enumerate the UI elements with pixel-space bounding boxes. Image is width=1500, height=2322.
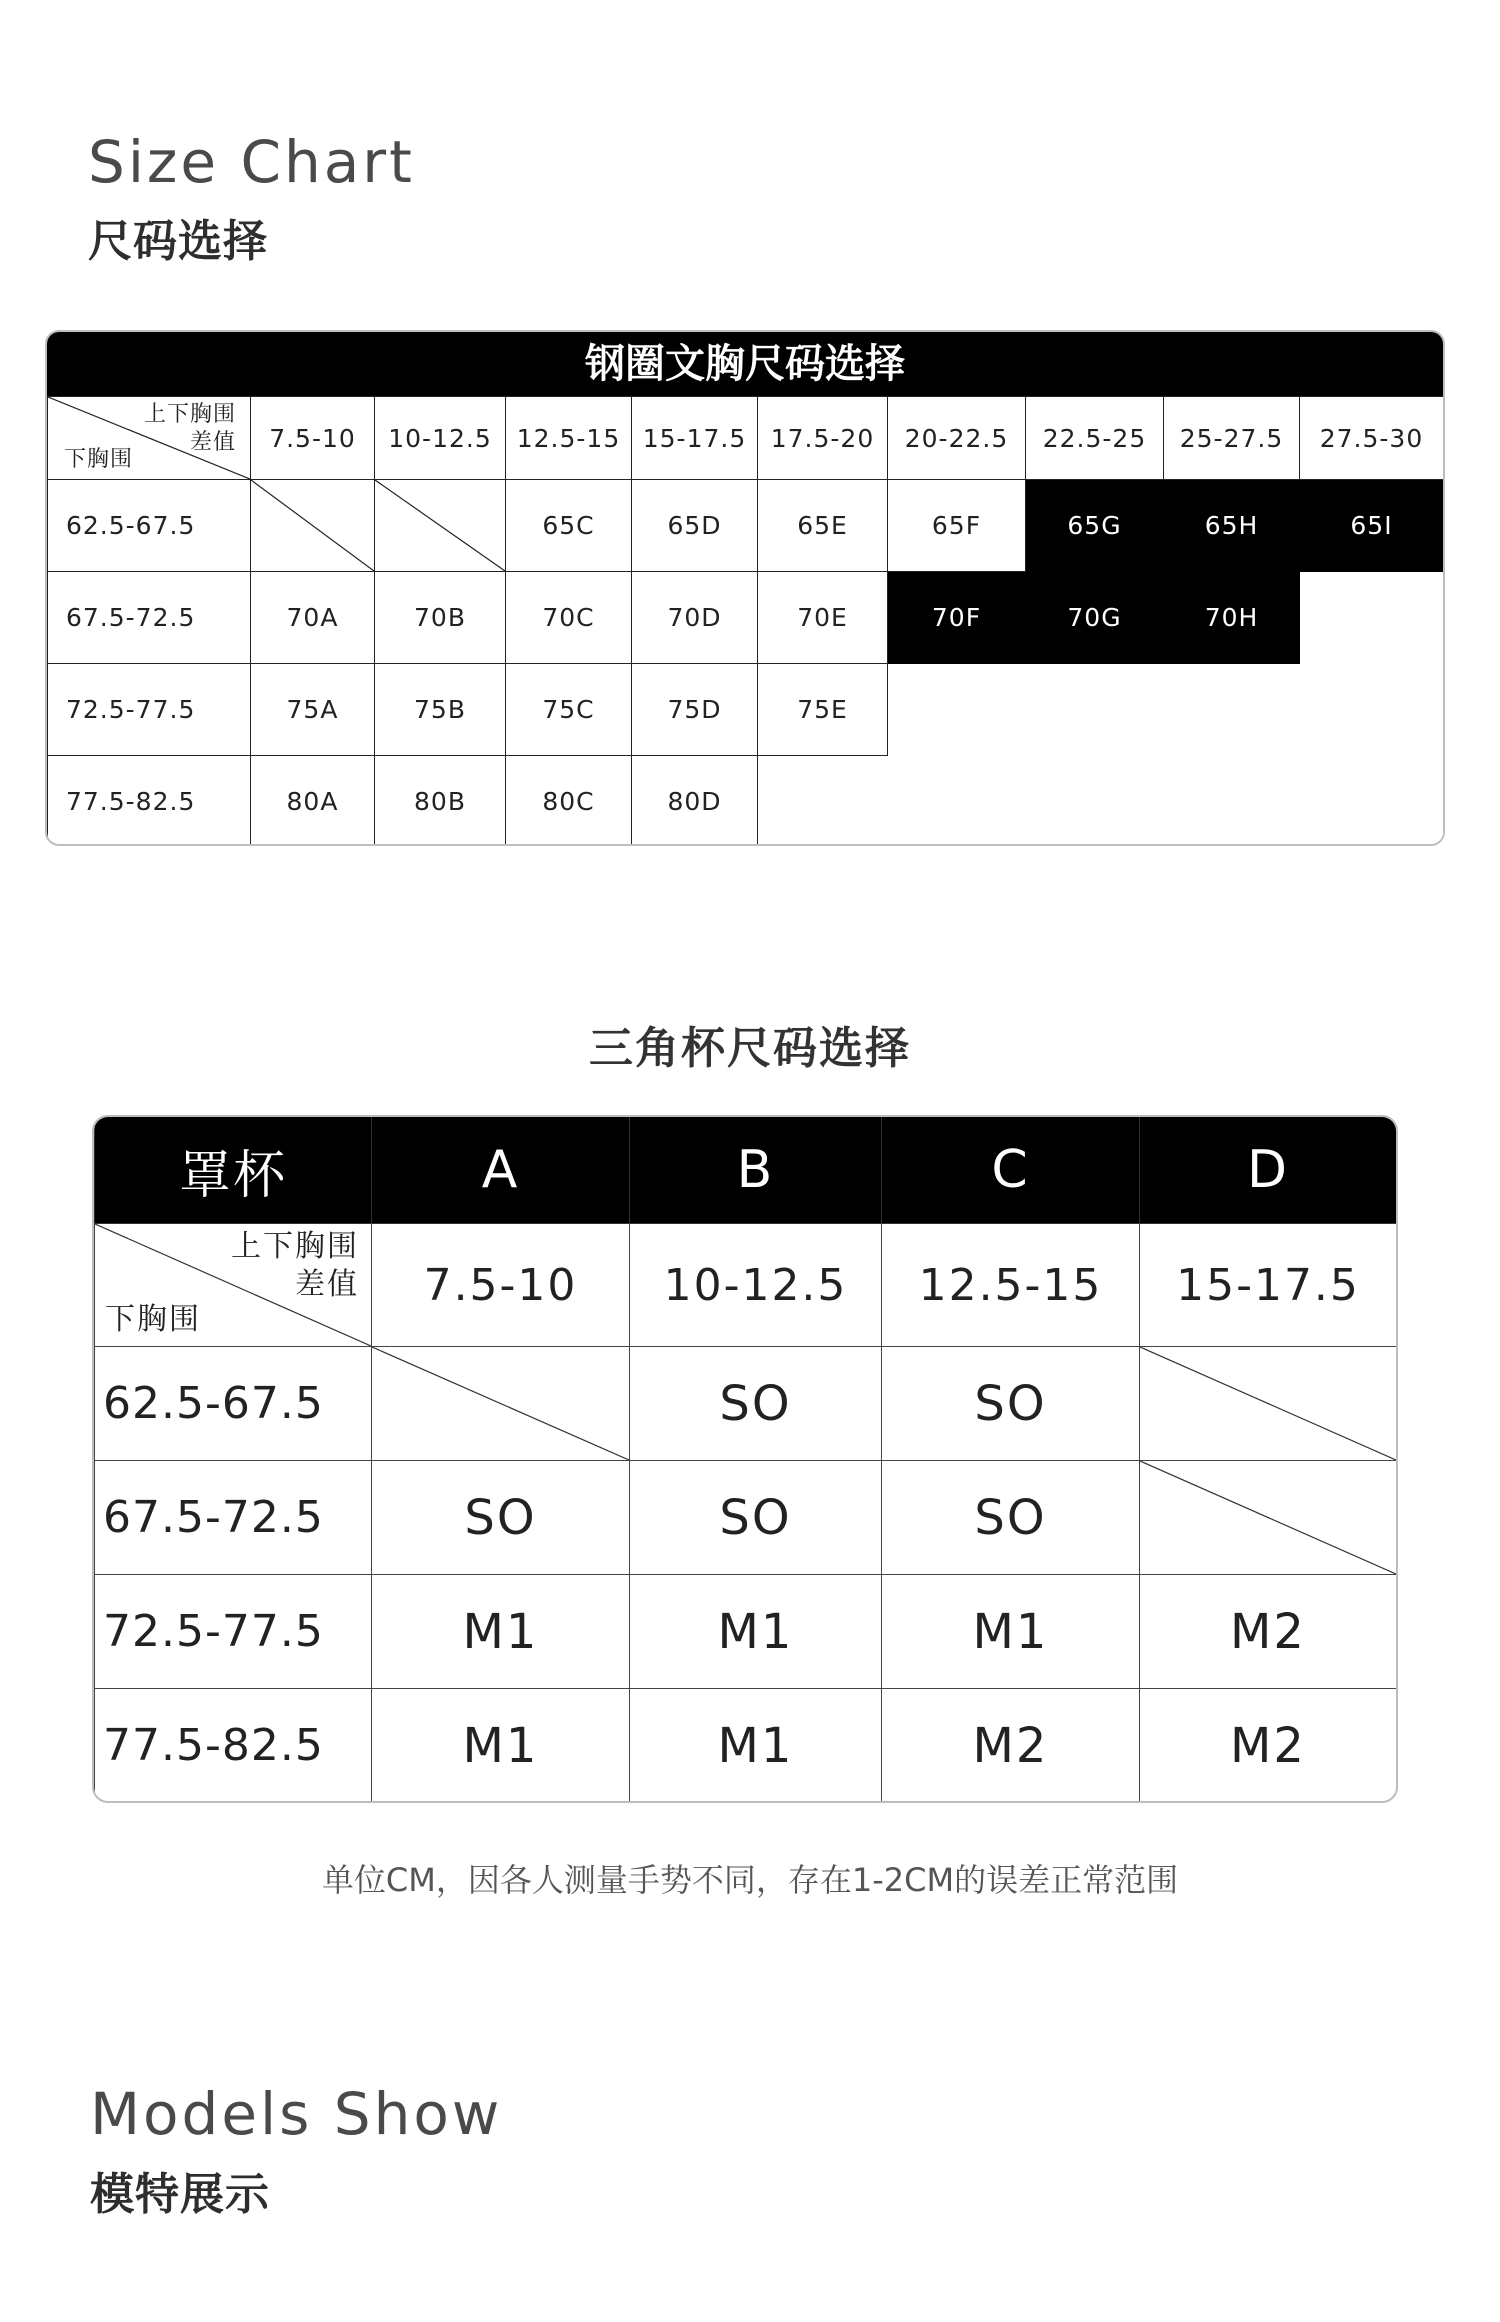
table-row bbox=[48, 756, 1444, 847]
empty-cell bbox=[1164, 664, 1300, 756]
size-cell: 65I bbox=[1300, 480, 1444, 572]
triangle-table-title: 三角杯尺码选择 bbox=[589, 1023, 911, 1074]
corner-label-diff-line1: 上下胸围 bbox=[231, 1229, 359, 1264]
row-label: 77.5-82.5 bbox=[95, 1689, 372, 1803]
col-header: 27.5-30 bbox=[1300, 397, 1444, 480]
row-label: 67.5-72.5 bbox=[48, 572, 251, 664]
empty-cell bbox=[1164, 756, 1300, 847]
size-cell: SO bbox=[882, 1461, 1140, 1575]
table-row bbox=[95, 1347, 1397, 1461]
col-header: 20-22.5 bbox=[888, 397, 1026, 480]
empty-cell bbox=[1300, 664, 1444, 756]
size-cell: M2 bbox=[1140, 1689, 1397, 1803]
size-cell: 80B bbox=[375, 756, 506, 847]
cup-header: A bbox=[372, 1117, 630, 1224]
size-cell: SO bbox=[882, 1347, 1140, 1461]
corner-label-diff-line2: 差值 bbox=[295, 1267, 359, 1302]
row-label: 72.5-77.5 bbox=[95, 1575, 372, 1689]
models-show-title-en: Models Show bbox=[90, 2080, 503, 2148]
size-cell: 75D bbox=[632, 664, 758, 756]
underwire-size-grid bbox=[47, 396, 1444, 846]
na-cell bbox=[375, 480, 506, 572]
cup-header: D bbox=[1140, 1117, 1397, 1224]
col-header: 15-17.5 bbox=[632, 397, 758, 480]
size-cell: 75B bbox=[375, 664, 506, 756]
size-cell: 80C bbox=[506, 756, 632, 847]
size-cell: 80D bbox=[632, 756, 758, 847]
empty-cell bbox=[1300, 572, 1444, 664]
empty-cell bbox=[1026, 664, 1164, 756]
table-row bbox=[48, 480, 1444, 572]
row-label: 62.5-67.5 bbox=[95, 1347, 372, 1461]
size-cell: 70D bbox=[632, 572, 758, 664]
size-cell: 70F bbox=[888, 572, 1026, 664]
size-cell: 70E bbox=[758, 572, 888, 664]
col-header: 25-27.5 bbox=[1164, 397, 1300, 480]
underwire-size-table bbox=[45, 330, 1445, 846]
empty-cell bbox=[758, 756, 888, 847]
size-cell: 65F bbox=[888, 480, 1026, 572]
row-label: 67.5-72.5 bbox=[95, 1461, 372, 1575]
size-cell: SO bbox=[630, 1347, 882, 1461]
size-cell: M1 bbox=[882, 1575, 1140, 1689]
corner-label-underbust: 下胸围 bbox=[105, 1302, 201, 1337]
range-header: 15-17.5 bbox=[1140, 1224, 1397, 1347]
table2-corner-cell bbox=[95, 1224, 372, 1347]
size-chart-title-en: Size Chart bbox=[88, 128, 415, 196]
row-label: 77.5-82.5 bbox=[48, 756, 251, 847]
size-cell: 70A bbox=[251, 572, 375, 664]
col-header: 22.5-25 bbox=[1026, 397, 1164, 480]
size-cell: M1 bbox=[630, 1689, 882, 1803]
table-row bbox=[95, 1461, 1397, 1575]
size-cell: 80A bbox=[251, 756, 375, 847]
underwire-table-title: 钢圈文胸尺码选择 bbox=[47, 332, 1443, 396]
size-cell: 75A bbox=[251, 664, 375, 756]
size-cell: 70G bbox=[1026, 572, 1164, 664]
range-header: 7.5-10 bbox=[372, 1224, 630, 1347]
size-cell: 65D bbox=[632, 480, 758, 572]
size-cell: SO bbox=[372, 1461, 630, 1575]
table-row bbox=[95, 1575, 1397, 1689]
size-cell: M2 bbox=[1140, 1575, 1397, 1689]
table-row bbox=[48, 572, 1444, 664]
size-cell: M1 bbox=[372, 1575, 630, 1689]
size-cell: 70H bbox=[1164, 572, 1300, 664]
col-header: 10-12.5 bbox=[375, 397, 506, 480]
empty-cell bbox=[1026, 756, 1164, 847]
models-show-title-cn: 模特展示 bbox=[90, 2169, 270, 2220]
col-header: 12.5-15 bbox=[506, 397, 632, 480]
size-cell: M1 bbox=[630, 1575, 882, 1689]
row-label: 72.5-77.5 bbox=[48, 664, 251, 756]
size-cell: 75E bbox=[758, 664, 888, 756]
size-cell: 70C bbox=[506, 572, 632, 664]
size-cell: 65E bbox=[758, 480, 888, 572]
size-cell: 65H bbox=[1164, 480, 1300, 572]
corner-label-underbust: 下胸围 bbox=[64, 447, 134, 472]
size-chart-title-cn: 尺码选择 bbox=[88, 216, 268, 267]
size-cell: 75C bbox=[506, 664, 632, 756]
empty-cell bbox=[1300, 756, 1444, 847]
cup-header: B bbox=[630, 1117, 882, 1224]
size-cell: 65G bbox=[1026, 480, 1164, 572]
size-cell: SO bbox=[630, 1461, 882, 1575]
col-header: 7.5-10 bbox=[251, 397, 375, 480]
cup-header-label: 罩杯 bbox=[95, 1117, 372, 1224]
empty-cell bbox=[888, 664, 1026, 756]
cup-header: C bbox=[882, 1117, 1140, 1224]
size-cell: M1 bbox=[372, 1689, 630, 1803]
na-cell bbox=[372, 1347, 630, 1461]
size-cell: M2 bbox=[882, 1689, 1140, 1803]
na-cell bbox=[1140, 1347, 1397, 1461]
range-header: 12.5-15 bbox=[882, 1224, 1140, 1347]
measurement-note: 单位CM，因各人测量手势不同，存在1-2CM的误差正常范围 bbox=[321, 1861, 1179, 1899]
size-cell: 65C bbox=[506, 480, 632, 572]
col-header: 17.5-20 bbox=[758, 397, 888, 480]
table-row bbox=[95, 1689, 1397, 1803]
triangle-size-grid bbox=[94, 1117, 1397, 1803]
corner-label-diff-line1: 上下胸围 bbox=[143, 402, 236, 427]
table1-corner-cell bbox=[48, 397, 251, 480]
table-row bbox=[48, 664, 1444, 756]
range-header: 10-12.5 bbox=[630, 1224, 882, 1347]
corner-label-diff-line2: 差值 bbox=[189, 430, 236, 455]
empty-cell bbox=[888, 756, 1026, 847]
triangle-size-table bbox=[92, 1115, 1398, 1803]
na-cell bbox=[1140, 1461, 1397, 1575]
row-label: 62.5-67.5 bbox=[48, 480, 251, 572]
size-cell: 70B bbox=[375, 572, 506, 664]
na-cell bbox=[251, 480, 375, 572]
